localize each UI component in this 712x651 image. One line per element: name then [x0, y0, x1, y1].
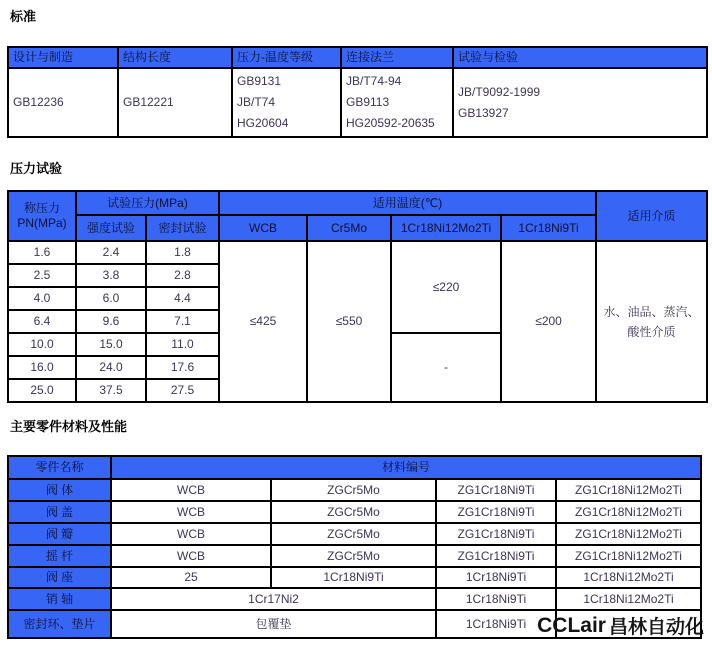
standard-line: GB9113: [346, 95, 390, 109]
standards-cell-test: [453, 68, 707, 137]
seal-value: 1.8: [146, 241, 219, 264]
pressure-header-wcb: WCB: [219, 215, 307, 241]
material-cell: ZG1Cr18Ni12Mo2Ti: [556, 501, 701, 523]
pressure-header-mo2ti: 1Cr18Ni12Mo2Ti: [391, 215, 501, 241]
materials-row-body: [8, 479, 701, 501]
materials-row-bonnet: [8, 501, 701, 523]
materials-row-pin: [8, 588, 701, 610]
standard-line: JB/T74: [237, 95, 276, 109]
material-cell: WCB: [111, 523, 271, 545]
seal-value: 7.1: [146, 310, 219, 333]
seal-value: 17.6: [146, 356, 219, 379]
strength-value: 24.0: [76, 356, 146, 379]
standard-line: GB13927: [458, 105, 509, 120]
material-cell: ZG1Cr18Ni9Ti: [436, 523, 556, 545]
part-name: 阀 座: [8, 567, 111, 588]
standards-header-test: 试验与检验: [453, 47, 707, 68]
standards-header-flange: 连接法兰: [341, 47, 453, 68]
watermark-logo: [537, 612, 704, 639]
material-cell: ZGCr5Mo: [271, 501, 436, 523]
material-cell: 1Cr18Ni9Ti: [436, 588, 556, 610]
temp-limit-ni9ti: ≤200: [501, 241, 596, 402]
materials-row-seat: [8, 567, 701, 588]
strength-value: 15.0: [76, 333, 146, 356]
materials-header-material-no: 材料编号: [111, 456, 701, 479]
temp-limit-cr5mo: ≤550: [307, 241, 391, 402]
standard-line: GB9131: [237, 74, 282, 88]
standard-line: JB/T9092-1999: [458, 84, 541, 99]
materials-header-row: [8, 456, 701, 479]
applicable-media: 水、油品、蒸汽、酸性介质: [596, 241, 707, 402]
materials-row-rocker: [8, 545, 701, 567]
material-cell: ZGCr5Mo: [271, 479, 436, 501]
section-title-standards: 标准: [10, 9, 37, 24]
strength-value: 37.5: [76, 379, 146, 402]
pressure-header-cr5mo: Cr5Mo: [307, 215, 391, 241]
pressure-header-test-pressure: 试验压力(MPa): [76, 191, 219, 215]
pn-value: 2.5: [8, 264, 76, 287]
materials-row-disc: [8, 523, 701, 545]
material-cell: 1Cr17Ni2: [111, 588, 436, 610]
strength-value: 3.8: [76, 264, 146, 287]
material-cell: 1Cr18Ni9Ti: [271, 567, 436, 588]
material-cell: ZG1Cr18Ni9Ti: [436, 479, 556, 501]
temp-limit-mo2ti-low: -: [391, 333, 501, 402]
pressure-row: [8, 241, 707, 264]
standards-cell-pt-rating: [232, 68, 341, 137]
strength-value: 2.4: [76, 241, 146, 264]
material-cell: ZG1Cr18Ni12Mo2Ti: [556, 523, 701, 545]
standards-header-design: 设计与制造: [8, 47, 118, 68]
material-cell: WCB: [111, 501, 271, 523]
pressure-header-media: 适用介质: [596, 191, 707, 241]
materials-header-part: 零件名称: [8, 456, 111, 479]
pressure-test-table: [7, 190, 708, 403]
pressure-header-row-1: [8, 191, 707, 215]
section-title-materials: 主要零件材料及性能: [10, 419, 128, 434]
pn-value: 4.0: [8, 287, 76, 310]
material-cell: ZG1Cr18Ni12Mo2Ti: [556, 479, 701, 501]
part-name: 摇 杆: [8, 545, 111, 567]
pressure-header-seal: 密封试验: [146, 215, 219, 241]
pressure-header-temp: 适用温度(℃): [219, 191, 596, 215]
material-cell: ZG1Cr18Ni12Mo2Ti: [556, 545, 701, 567]
standards-body-row: [8, 68, 707, 137]
material-cell: WCB: [111, 479, 271, 501]
pn-value: 16.0: [8, 356, 76, 379]
seal-value: 11.0: [146, 333, 219, 356]
material-cell: 1Cr18Ni12Mo2Ti: [556, 588, 701, 610]
standards-header-row: [8, 47, 707, 68]
material-cell: 25: [111, 567, 271, 588]
part-name: 阀 盖: [8, 501, 111, 523]
material-cell: ZGCr5Mo: [271, 523, 436, 545]
pn-value: 10.0: [8, 333, 76, 356]
pressure-header-ni9ti: 1Cr18Ni9Ti: [501, 215, 596, 241]
standards-header-length: 结构长度: [118, 47, 232, 68]
pn-label-line1: 称压力: [23, 201, 60, 215]
watermark-cjk-text: 昌林自动化: [608, 617, 704, 638]
material-cell: ZG1Cr18Ni9Ti: [436, 501, 556, 523]
watermark-latin-text: CCLair: [537, 613, 606, 637]
strength-value: 9.6: [76, 310, 146, 333]
material-cell: ZG1Cr18Ni9Ti: [436, 545, 556, 567]
standard-line: HG20592-20635: [346, 116, 435, 130]
section-title-pressure-test: 压力试验: [10, 161, 63, 176]
material-cell: WCB: [111, 545, 271, 567]
pn-value: 6.4: [8, 310, 76, 333]
seal-value: 4.4: [146, 287, 219, 310]
temp-limit-wcb: ≤425: [219, 241, 307, 402]
pn-label-line2: PN(MPa): [17, 216, 67, 230]
standards-cell-flange: [341, 68, 453, 137]
standards-cell-length: GB12221: [118, 68, 232, 137]
standards-header-pt-rating: 压力-温度等级: [232, 47, 341, 68]
part-name: 密封环、垫片: [8, 610, 111, 638]
standard-line: JB/T74-94: [346, 74, 402, 88]
material-cell: ZGCr5Mo: [271, 545, 436, 567]
pn-value: 25.0: [8, 379, 76, 402]
standards-table: [7, 46, 708, 138]
material-cell: 包覆垫: [111, 610, 436, 638]
part-name: 销 轴: [8, 588, 111, 610]
material-cell: 1Cr18Ni9Ti: [436, 610, 556, 638]
part-name: 阀 瓣: [8, 523, 111, 545]
standards-cell-design: GB12236: [8, 68, 118, 137]
pressure-header-pn: [8, 191, 76, 241]
temp-limit-mo2ti-high: ≤220: [391, 241, 501, 333]
pressure-header-strength: 强度试验: [76, 215, 146, 241]
part-name: 阀 体: [8, 479, 111, 501]
pn-value: 1.6: [8, 241, 76, 264]
strength-value: 6.0: [76, 287, 146, 310]
seal-value: 2.8: [146, 264, 219, 287]
material-cell: 1Cr18Ni12Mo2Ti: [556, 567, 701, 588]
standard-line: HG20604: [237, 116, 289, 130]
seal-value: 27.5: [146, 379, 219, 402]
material-cell: 1Cr18Ni9Ti: [436, 567, 556, 588]
